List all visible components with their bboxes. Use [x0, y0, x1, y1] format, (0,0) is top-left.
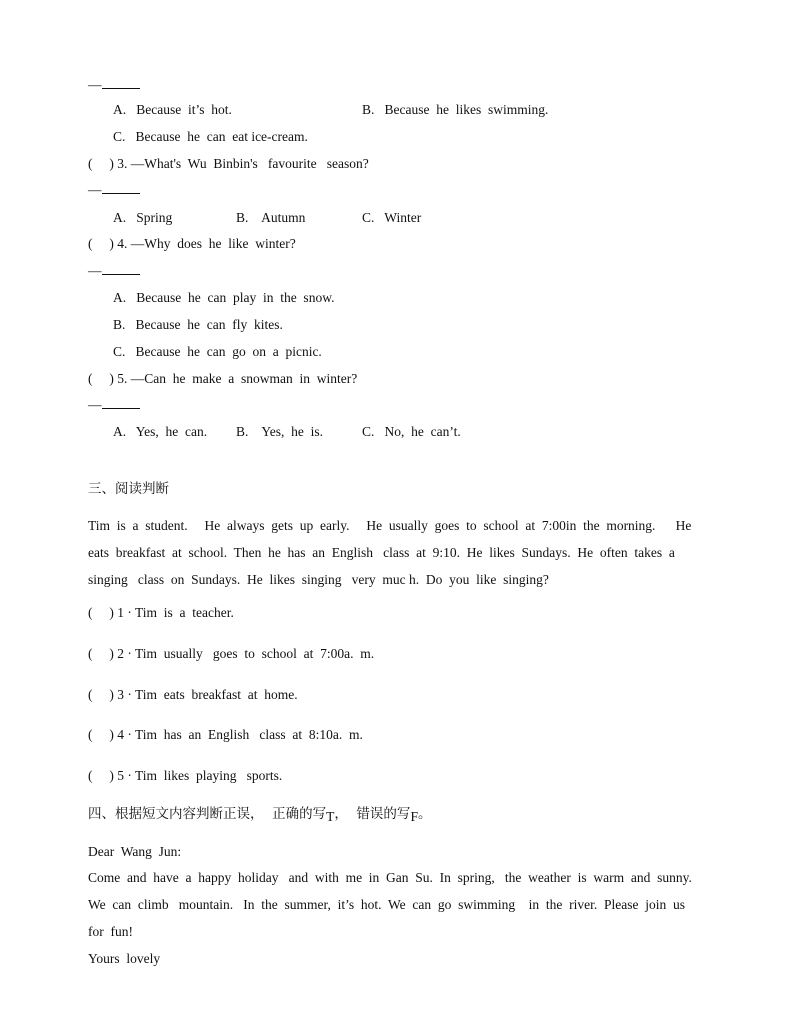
- judgement-item-4: ( ) 4 · Tim has an English class at 8:10a. m.: [88, 727, 363, 742]
- letter-line: We can climb mountain. In the summer, it’s hot. We can go swimming in the river. Please join us: [88, 897, 685, 912]
- judgement-item-2: ( ) 2 · Tim usually goes to school at 7:00a. m.: [88, 646, 375, 661]
- section-heading-true-false: 四、根据短文内容判断正误， 正确的写T， 错误的写F。: [88, 806, 432, 824]
- judgement-item-3: ( ) 3 · Tim eats breakfast at home.: [88, 687, 298, 702]
- answer-line: —: [88, 76, 140, 94]
- passage-line: singing class on Sundays. He likes singing very muc h. Do you like singing?: [88, 572, 549, 587]
- q3-option-c: C. Winter: [362, 210, 422, 225]
- q4-option-c: C. Because he can go on a picnic.: [113, 344, 322, 359]
- q3-option-a: A. Spring: [113, 210, 173, 225]
- q5-option-a: A. Yes, he can.: [113, 424, 208, 439]
- judgement-item-5: ( ) 5 · Tim likes playing sports.: [88, 768, 283, 783]
- letter-signoff: Yours lovely: [88, 951, 161, 966]
- q3-option-b: B. Autumn: [236, 210, 306, 225]
- answer-blank[interactable]: [102, 76, 140, 89]
- answer-blank[interactable]: [102, 396, 140, 409]
- q4-option-a: A. Because he can play in the snow.: [113, 290, 335, 305]
- question-3: ( ) 3. —What's Wu Binbin's favourite season?: [88, 156, 369, 171]
- passage-line: eats breakfast at school. Then he has an English class at 9:10. He likes Sundays. He often takes a: [88, 545, 675, 560]
- q2-option-c: C. Because he can eat ice-cream.: [113, 129, 308, 144]
- answer-blank[interactable]: [102, 181, 140, 194]
- q2-option-a: A. Because it’s hot.: [113, 102, 232, 117]
- letter-line: Come and have a happy holiday and with me in Gan Su. In spring, the weather is warm and sunny.: [88, 870, 692, 885]
- letter-greeting: Dear Wang Jun:: [88, 844, 182, 859]
- answer-line: —: [88, 181, 140, 199]
- letter-line: for fun!: [88, 924, 133, 939]
- q5-option-b: B. Yes, he is.: [236, 424, 324, 439]
- judgement-item-1: ( ) 1 · Tim is a teacher.: [88, 605, 234, 620]
- q2-option-b: B. Because he likes swimming.: [362, 102, 549, 117]
- answer-line: —: [88, 396, 140, 414]
- section-heading-reading: 三、阅读判断: [88, 481, 169, 497]
- passage-line: Tim is a student. He always gets up early. He usually goes to school at 7:00in the morning. He: [88, 518, 692, 533]
- question-5: ( ) 5. —Can he make a snowman in winter?: [88, 371, 358, 386]
- q5-option-c: C. No, he can’t.: [362, 424, 461, 439]
- answer-line: —: [88, 262, 140, 280]
- answer-blank[interactable]: [102, 262, 140, 275]
- question-4: ( ) 4. —Why does he like winter?: [88, 236, 296, 251]
- q4-option-b: B. Because he can fly kites.: [113, 317, 283, 332]
